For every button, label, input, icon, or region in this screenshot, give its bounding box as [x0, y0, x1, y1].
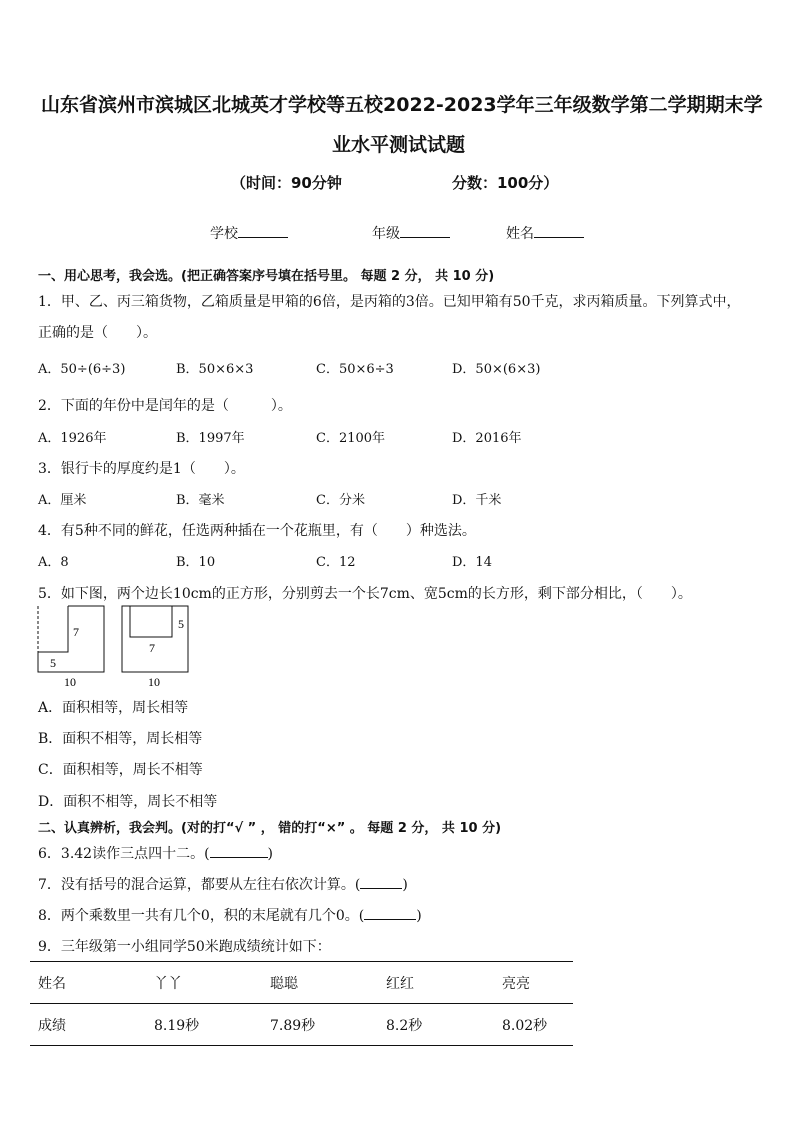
- q1-text-line1: 1．甲、乙、丙三箱货物，乙箱质量是甲箱的6倍，是丙箱的3倍。已知甲箱有50千克，求丙箱质量。下列算式中，: [38, 294, 741, 310]
- q5-option-c[interactable]: C．面积相等，周长不相等: [38, 762, 203, 778]
- name-label: 姓名: [506, 226, 534, 242]
- q8-answer-blank[interactable]: [364, 919, 416, 920]
- q4-option-d[interactable]: D．14: [452, 555, 492, 570]
- school-label: 学校: [210, 226, 238, 242]
- table-cell: 成绩: [30, 1004, 146, 1046]
- q6-label: 6．3.42读作三点四十二。(: [38, 846, 210, 862]
- q4-option-b[interactable]: B．10: [176, 555, 216, 570]
- q5-figures: [34, 602, 204, 688]
- q5-figure-a: [38, 606, 104, 688]
- q5-figure-a-side-label: 7: [73, 625, 79, 639]
- q1-option-c[interactable]: C．50×6÷3: [316, 362, 394, 377]
- q1-option-a[interactable]: A．50÷(6÷3): [38, 362, 126, 377]
- table-cell: 丫丫: [146, 962, 262, 1004]
- q9-score-table: [30, 961, 573, 1046]
- q7-label: 7．没有括号的混合运算，都要从左往右依次计算。(: [38, 877, 361, 893]
- q5-text: 5．如下图，两个边长10cm的正方形，分别剪去一个长7cm、宽5cm的长方形，剩下部分相比，（ ）。: [38, 586, 692, 602]
- q8-text: [38, 905, 422, 925]
- table-cell: 8.02秒: [494, 1004, 573, 1046]
- q2-option-a[interactable]: A．1926年: [38, 431, 107, 446]
- q5-option-d[interactable]: D．面积不相等，周长不相等: [38, 794, 218, 810]
- q8-label: 8．两个乘数里一共有几个0，积的末尾就有几个0。(: [38, 908, 365, 924]
- name-blank[interactable]: [534, 237, 584, 238]
- table-cell: 亮亮: [494, 962, 573, 1004]
- school-blank[interactable]: [238, 237, 288, 238]
- q7-close-paren: ): [402, 877, 408, 893]
- school-field[interactable]: [210, 223, 288, 243]
- q5-option-a[interactable]: A．面积相等，周长相等: [38, 700, 189, 716]
- q6-answer-blank[interactable]: [210, 857, 268, 858]
- table-row: [30, 1004, 573, 1046]
- q5-figure-b: [122, 606, 188, 688]
- grade-label: 年级: [372, 226, 400, 242]
- exam-title-line1: 山东省滨州市滨城区北城英才学校等五校2022-2023学年三年级数学第二学期期末学: [41, 94, 763, 116]
- q1-option-d[interactable]: D．50×(6×3): [452, 362, 541, 377]
- q2-option-b[interactable]: B．1997年: [176, 431, 245, 446]
- q5-figure-b-inner-label: 7: [149, 641, 155, 655]
- q6-close-paren: ): [267, 846, 274, 862]
- exam-time: （时间：90分钟: [231, 174, 342, 192]
- name-field[interactable]: [506, 223, 584, 243]
- q6-text: [38, 843, 273, 863]
- q3-option-c[interactable]: C．分米: [316, 493, 365, 508]
- table-cell: 红红: [378, 962, 494, 1004]
- q5-figure-a-bottom-label: 5: [50, 656, 56, 670]
- grade-field[interactable]: [372, 223, 450, 243]
- q9-text: 9．三年级第一小组同学50米跑成绩统计如下：: [38, 939, 331, 955]
- q5-figure-b-base-label: 10: [148, 675, 160, 688]
- q7-text: [38, 874, 408, 894]
- q5-figure-a-base-label: 10: [64, 675, 76, 688]
- q3-text: 3．银行卡的厚度约是1（ ）。: [38, 461, 245, 477]
- grade-blank[interactable]: [400, 237, 450, 238]
- table-cell: 7.89秒: [262, 1004, 378, 1046]
- exam-title-line2: 业水平测试试题: [332, 134, 466, 156]
- q5-option-b[interactable]: B．面积不相等，周长相等: [38, 731, 203, 747]
- q7-answer-blank[interactable]: [360, 888, 402, 889]
- q1-text-line2: 正确的是（ ）。: [38, 325, 157, 341]
- q8-close-paren: ): [416, 908, 422, 924]
- table-cell: 聪聪: [262, 962, 378, 1004]
- q1-option-b[interactable]: B．50×6×3: [176, 362, 254, 377]
- table-cell: 8.2秒: [378, 1004, 494, 1046]
- table-row: [30, 962, 573, 1004]
- q2-option-d[interactable]: D．2016年: [452, 431, 522, 446]
- section1-heading: 一、用心思考，我会选。(把正确答案序号填在括号里。 每题 2 分， 共 10 分): [38, 269, 495, 284]
- q3-option-d[interactable]: D．千米: [452, 493, 502, 508]
- q2-text: 2．下面的年份中是闰年的是（ ）。: [38, 398, 292, 414]
- exam-score: 分数：100分）: [452, 174, 559, 192]
- q4-text: 4．有5种不同的鲜花，任选两种插在一个花瓶里，有（ ）种选法。: [38, 523, 476, 539]
- table-cell: 8.19秒: [146, 1004, 262, 1046]
- q3-option-b[interactable]: B．毫米: [176, 493, 225, 508]
- q4-option-c[interactable]: C．12: [316, 555, 356, 570]
- q5-figure-b-side-label: 5: [178, 617, 184, 631]
- q4-option-a[interactable]: A．8: [38, 555, 69, 570]
- table-cell: 姓名: [30, 962, 146, 1004]
- q3-option-a[interactable]: A．厘米: [38, 493, 87, 508]
- section2-heading: 二、认真辨析，我会判。(对的打“√ ” ， 错的打“×” 。 每题 2 分， 共 10 分): [38, 821, 502, 836]
- q2-option-c[interactable]: C．2100年: [316, 431, 386, 446]
